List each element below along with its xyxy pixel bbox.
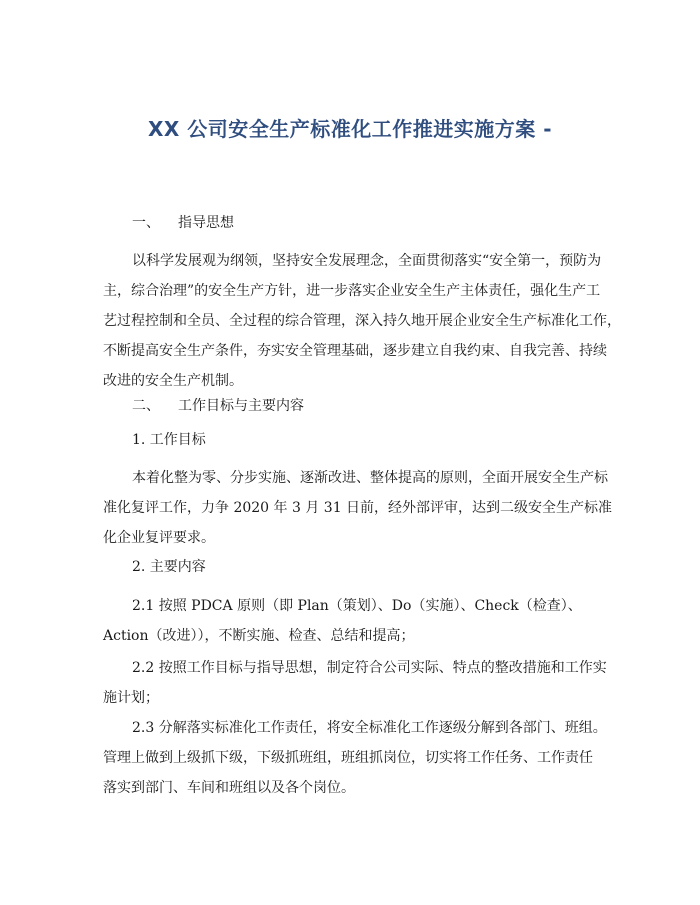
paragraph-line: 2.2 按照工作目标与指导思想，制定符合公司实际、特点的整改措施和工作实	[132, 660, 607, 676]
paragraph-line: Action（改进）），不断实施、检查、总结和提高；	[103, 628, 415, 644]
paragraph-line: 管理上做到上级抓下级，下级抓班组，班组抓岗位，切实将工作任务、工作责任	[103, 750, 593, 766]
section-title: 工作目标与主要内容	[178, 398, 304, 414]
section-number: 二、	[132, 398, 160, 414]
paragraph-line: 准化复评工作，力争 2020 年 3 月 31 日前，经外部评审，达到二级安全生产标准	[103, 500, 613, 516]
section-heading-goals-content	[132, 396, 304, 416]
paragraph-line: 改进的安全生产机制。	[103, 373, 243, 389]
document-title: XX 公司安全生产标准化工作推进实施方案 -	[147, 117, 553, 141]
section-title: 指导思想	[178, 215, 234, 231]
paragraph-line: 2.3 分解落实标准化工作责任，将安全标准化工作逐级分解到各部门、班组。	[132, 720, 607, 736]
paragraph-line: 本着化整为零、分步实施、逐渐改进、整体提高的原则，全面开展安全生产标	[132, 470, 608, 486]
paragraph-line: 主，综合治理”的安全生产方针，进一步落实企业安全生产主体责任，强化生产工	[103, 283, 601, 299]
paragraph-item-2-3	[103, 713, 607, 803]
section-number: 一、	[132, 215, 160, 231]
paragraph-item-2-2	[103, 653, 607, 713]
paragraph-line: 落实到部门、车间和班组以及各个岗位。	[103, 780, 355, 796]
paragraph-line: 施计划；	[103, 690, 159, 706]
paragraph-guiding-ideology	[103, 246, 621, 396]
subheading-main-content: 2. 主要内容	[132, 559, 206, 575]
paragraph-line: 化企业复评要求。	[103, 530, 215, 546]
paragraph-line: 不断提高安全生产条件，夯实安全管理基础，逐步建立自我约束、自我完善、持续	[103, 343, 607, 359]
section-heading-guiding-ideology	[132, 213, 234, 233]
subheading-work-goal: 1. 工作目标	[132, 432, 206, 448]
paragraph-work-goal	[103, 463, 613, 553]
paragraph-line: 以科学发展观为纲领，坚持安全发展理念，全面贯彻落实“安全第一，预防为	[132, 253, 602, 269]
paragraph-item-2-1	[103, 591, 603, 651]
paragraph-line: 2.1 按照 PDCA 原则（即 Plan（策划）、Do（实施）、Check（检查）、	[132, 598, 582, 614]
paragraph-line: 艺过程控制和全员、全过程的综合管理，深入持久地开展企业安全生产标准化工作，	[103, 313, 621, 329]
